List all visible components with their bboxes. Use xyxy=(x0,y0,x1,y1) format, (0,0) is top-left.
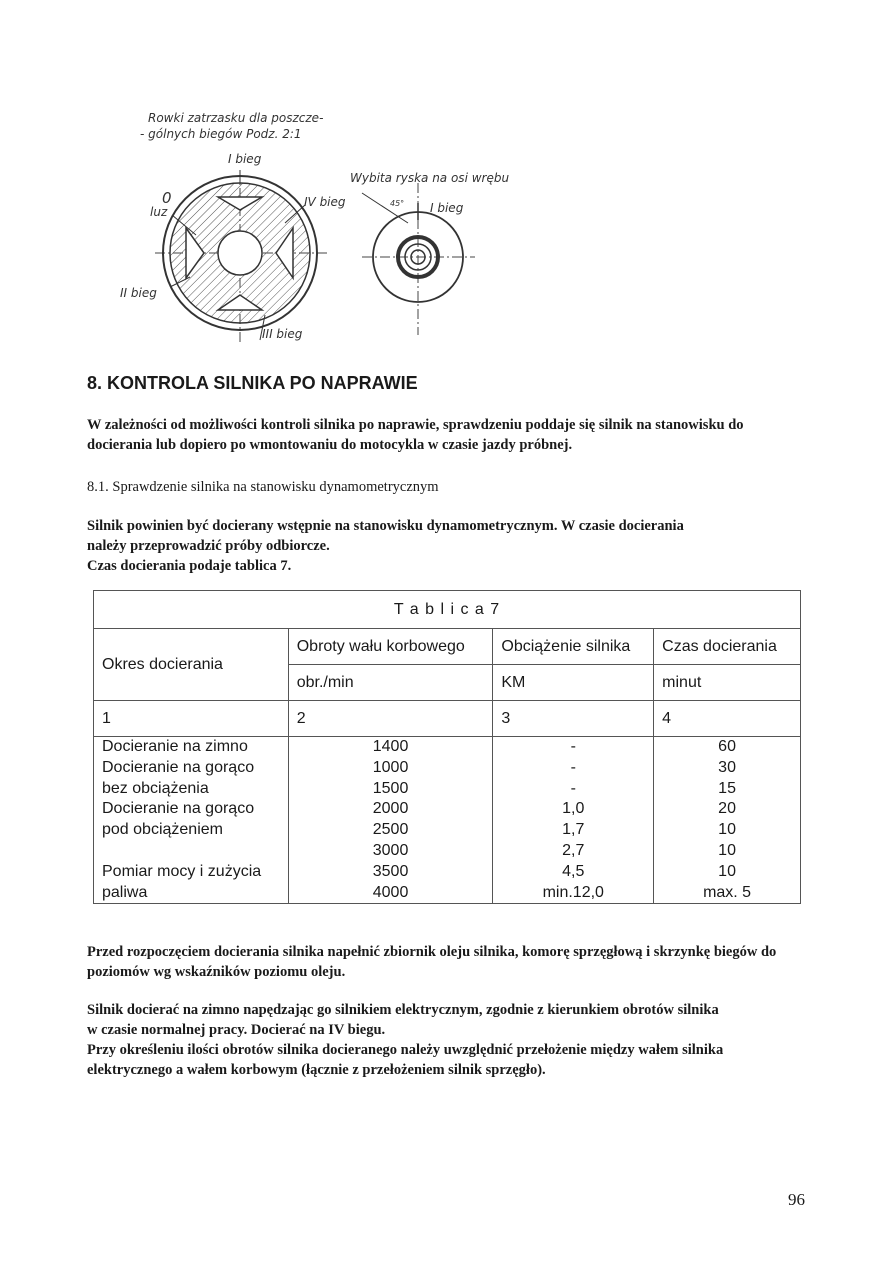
period-line: paliwa xyxy=(102,883,148,901)
load-value: - xyxy=(570,758,576,776)
time-value: 20 xyxy=(718,800,736,818)
colnum-2: 2 xyxy=(288,701,493,737)
unit-time: minut xyxy=(654,665,801,701)
label-bieg-1: I bieg xyxy=(228,152,262,166)
rpm-value: 1000 xyxy=(372,758,409,776)
cold-run-paragraph xyxy=(87,1000,807,1040)
label-bieg-3: III bieg xyxy=(262,327,303,341)
section-title: 8. KONTROLA SILNIKA PO NAPRAWIE xyxy=(87,373,418,393)
time-value: 60 xyxy=(718,738,736,755)
rpm-value: 1400 xyxy=(372,738,409,755)
period-line xyxy=(102,841,288,862)
period-line: bez obciążenia xyxy=(102,779,209,797)
label-wybita: Wybita ryska na osi wrębu xyxy=(350,171,510,185)
label-bieg-4: IV bieg xyxy=(304,195,346,209)
header-time: Czas docierania xyxy=(654,629,801,665)
label-zero: 0 xyxy=(162,189,172,207)
header-period: Okres docierania xyxy=(94,629,289,701)
table-caption: T a b l i c a 7 xyxy=(94,591,801,629)
time-value: 10 xyxy=(718,821,736,839)
period-line: Pomiar mocy i zużycia xyxy=(102,862,262,880)
load-value: 1,0 xyxy=(562,800,585,818)
page-number: 96 xyxy=(788,1190,805,1209)
rpm-value: 4000 xyxy=(372,883,409,901)
rpm-value: 1500 xyxy=(372,779,409,797)
period-line: Docieranie na zimno xyxy=(102,738,248,755)
load-value: - xyxy=(570,738,576,755)
colnum-4: 4 xyxy=(654,701,801,737)
unit-load: KM xyxy=(493,665,654,701)
period-line: pod obciążeniem xyxy=(102,821,223,839)
docieranie-line-2: należy przeprowadzić próby odbiorcze. xyxy=(87,538,330,554)
rpm-value: 2000 xyxy=(372,800,409,818)
detent-disc xyxy=(155,170,328,345)
header-rpm: Obroty wału korbowego xyxy=(288,629,493,665)
subsection-title: 8.1. Sprawdzenie silnika na stanowisku dynamometrycznym xyxy=(87,479,439,495)
gear-detent-figure xyxy=(100,105,520,355)
cold-run-line-1: Silnik docierać na zimno napędzając go silnikiem elektrycznym, zgodnie z kierunkiem obrotów silnika xyxy=(87,1002,719,1018)
period-line: Docieranie na gorąco xyxy=(102,800,255,818)
time-value: 10 xyxy=(718,841,736,859)
colnum-3: 3 xyxy=(493,701,654,737)
period-cell xyxy=(94,737,289,904)
docieranie-line-1: Silnik powinien być docierany wstępnie na stanowisku dynamometrycznym. W czasie docierania xyxy=(87,518,684,534)
label-angle: 45° xyxy=(390,199,405,208)
colnum-1: 1 xyxy=(94,701,289,737)
intro-paragraph: W zależności od możliwości kontroli silnika po naprawie, sprawdzeniu poddaje się silnik na stanowisku do docierania lub dopiero po wmontowaniu do motocykla w czasie jazdy próbnej. xyxy=(87,417,744,453)
label-bieg-2: II bieg xyxy=(120,286,157,300)
gear-ratio-paragraph: Przy określeniu ilości obrotów silnika docieranego należy uwzględnić przełożenie między wałem silnika elektrycznego a wałem korbowym (łącznie z przełożeniem silnik sprzęgło). xyxy=(87,1042,724,1078)
docieranie-paragraph xyxy=(87,516,807,576)
rpm-value: 3000 xyxy=(372,841,409,859)
period-line: Docieranie na gorąco xyxy=(102,758,255,776)
oil-paragraph: Przed rozpoczęciem docierania silnika napełnić zbiornik oleju silnika, komorę sprzęgłową i skrzynkę biegów do poziomów wg wskaźników poziomu oleju. xyxy=(87,944,777,980)
label-rowki-1: Rowki zatrzasku dla poszcze- xyxy=(148,111,324,125)
unit-rpm: obr./min xyxy=(288,665,493,701)
load-value: min.12,0 xyxy=(542,883,604,901)
rpm-value: 3500 xyxy=(372,862,409,880)
rpm-value: 2500 xyxy=(372,821,409,839)
table-7 xyxy=(93,590,801,904)
label-bieg-1-small: I bieg xyxy=(430,201,464,215)
time-cell xyxy=(654,737,801,904)
cold-run-line-2: w czasie normalnej pracy. Docierać na IV biegu. xyxy=(87,1022,386,1038)
load-value: 2,7 xyxy=(562,841,585,859)
label-luz: luz xyxy=(150,205,168,219)
detent-drawing xyxy=(100,105,520,355)
load-value: 4,5 xyxy=(562,862,585,880)
time-value: 15 xyxy=(718,779,736,797)
rpm-cell xyxy=(288,737,493,904)
load-cell xyxy=(493,737,654,904)
load-value: - xyxy=(570,779,576,797)
header-load: Obciążenie silnika xyxy=(493,629,654,665)
load-value: 1,7 xyxy=(562,821,585,839)
label-rowki-2: - gólnych biegów Podz. 2:1 xyxy=(140,127,302,141)
time-value: 10 xyxy=(718,862,736,880)
docieranie-line-3: Czas docierania podaje tablica 7. xyxy=(87,558,292,574)
time-value: max. 5 xyxy=(703,883,752,901)
time-value: 30 xyxy=(718,758,736,776)
